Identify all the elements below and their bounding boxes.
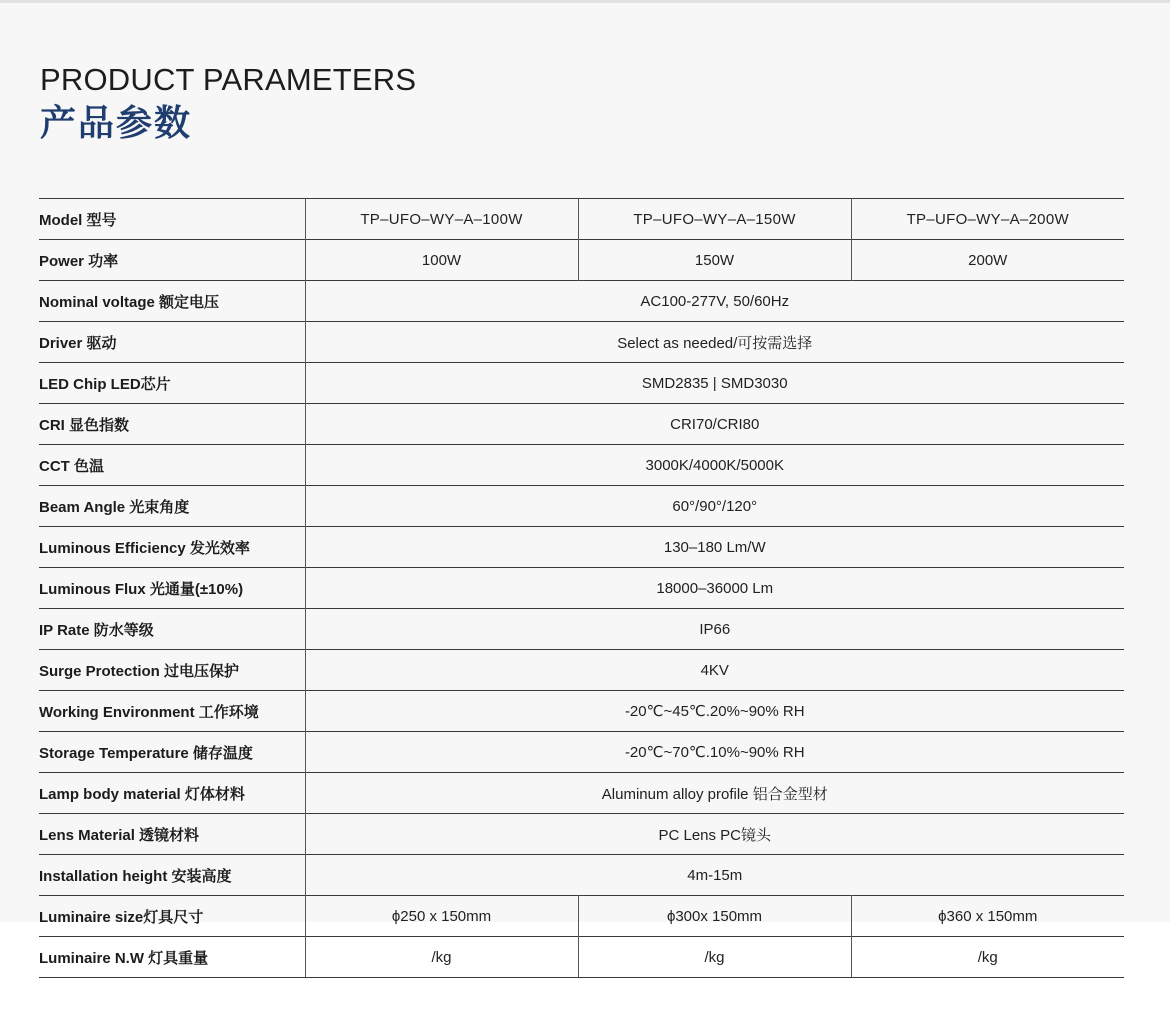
table-row xyxy=(39,609,1124,650)
row-label: Luminaire N.W 灯具重量 xyxy=(39,937,305,978)
cell-value: Select as needed/可按需选择 xyxy=(305,322,1124,363)
table-row xyxy=(39,691,1124,732)
cell-value: /kg xyxy=(578,937,851,978)
table-row xyxy=(39,732,1124,773)
table-row xyxy=(39,281,1124,322)
cell-value: /kg xyxy=(851,937,1124,978)
parameters-table xyxy=(39,198,1124,978)
cell-value: TP–UFO–WY–A–200W xyxy=(851,199,1124,240)
row-label: Power 功率 xyxy=(39,240,305,281)
cell-value: ϕ300x 150mm xyxy=(578,896,851,937)
table-row xyxy=(39,568,1124,609)
row-label: CCT 色温 xyxy=(39,445,305,486)
row-label: LED Chip LED芯片 xyxy=(39,363,305,404)
page-title-en: PRODUCT PARAMETERS xyxy=(40,62,417,97)
row-label: Lamp body material 灯体材料 xyxy=(39,773,305,814)
row-label: Model 型号 xyxy=(39,199,305,240)
row-label: Lens Material 透镜材料 xyxy=(39,814,305,855)
cell-value: /kg xyxy=(305,937,578,978)
table-row xyxy=(39,363,1124,404)
cell-value: TP–UFO–WY–A–150W xyxy=(578,199,851,240)
row-label: Working Environment 工作环境 xyxy=(39,691,305,732)
cell-value: 4KV xyxy=(305,650,1124,691)
cell-value: 3000K/4000K/5000K xyxy=(305,445,1124,486)
row-label: Luminous Efficiency 发光效率 xyxy=(39,527,305,568)
cell-value: IP66 xyxy=(305,609,1124,650)
cell-value: PC Lens PC镜头 xyxy=(305,814,1124,855)
cell-value: ϕ250 x 150mm xyxy=(305,896,578,937)
row-label: Luminaire size灯具尺寸 xyxy=(39,896,305,937)
cell-value: 100W xyxy=(305,240,578,281)
table-row xyxy=(39,240,1124,281)
table-row xyxy=(39,650,1124,691)
cell-value: SMD2835 | SMD3030 xyxy=(305,363,1124,404)
cell-value: AC100-277V, 50/60Hz xyxy=(305,281,1124,322)
row-label: Driver 驱动 xyxy=(39,322,305,363)
cell-value: -20℃~45℃.20%~90% RH xyxy=(305,691,1124,732)
row-label: CRI 显色指数 xyxy=(39,404,305,445)
table-row xyxy=(39,896,1124,937)
row-label: Beam Angle 光束角度 xyxy=(39,486,305,527)
cell-value: 130–180 Lm/W xyxy=(305,527,1124,568)
table-row xyxy=(39,855,1124,896)
top-divider xyxy=(0,0,1170,3)
cell-value: 4m-15m xyxy=(305,855,1124,896)
cell-value: 150W xyxy=(578,240,851,281)
cell-value: 200W xyxy=(851,240,1124,281)
row-label: Installation height 安装高度 xyxy=(39,855,305,896)
table-row xyxy=(39,486,1124,527)
header xyxy=(40,62,416,146)
table-row xyxy=(39,322,1124,363)
table-row xyxy=(39,814,1124,855)
table-row xyxy=(39,445,1124,486)
row-label: Storage Temperature 储存温度 xyxy=(39,732,305,773)
table-row xyxy=(39,773,1124,814)
row-label: Surge Protection 过电压保护 xyxy=(39,650,305,691)
table-row xyxy=(39,527,1124,568)
table-row xyxy=(39,199,1124,240)
cell-value: 60°/90°/120° xyxy=(305,486,1124,527)
table-row xyxy=(39,937,1124,978)
cell-value: CRI70/CRI80 xyxy=(305,404,1124,445)
page-title-cn: 产品参数 xyxy=(40,102,193,143)
cell-value: -20℃~70℃.10%~90% RH xyxy=(305,732,1124,773)
cell-value: ϕ360 x 150mm xyxy=(851,896,1124,937)
table-row xyxy=(39,404,1124,445)
row-label: IP Rate 防水等级 xyxy=(39,609,305,650)
row-label: Luminous Flux 光通量(±10%) xyxy=(39,568,305,609)
cell-value: Aluminum alloy profile 铝合金型材 xyxy=(305,773,1124,814)
cell-value: TP–UFO–WY–A–100W xyxy=(305,199,578,240)
row-label: Nominal voltage 额定电压 xyxy=(39,281,305,322)
cell-value: 18000–36000 Lm xyxy=(305,568,1124,609)
